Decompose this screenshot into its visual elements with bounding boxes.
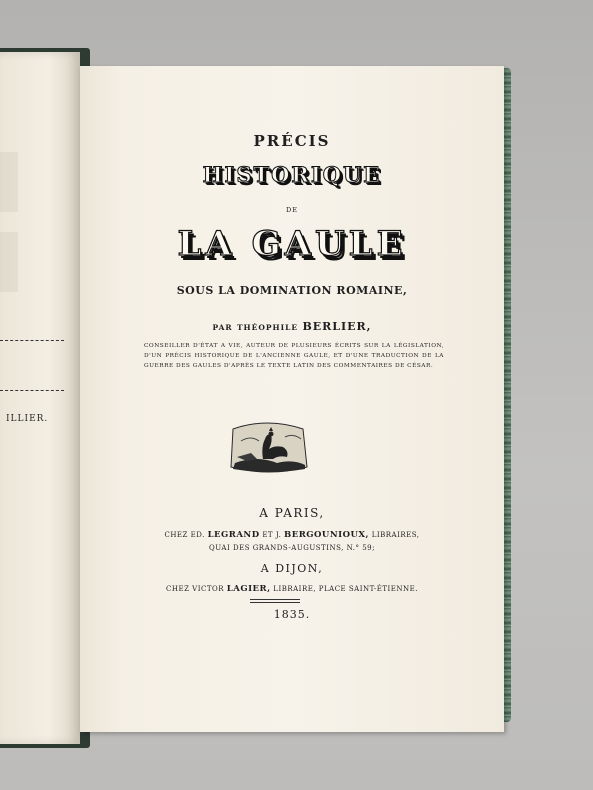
author-line [80, 320, 504, 333]
publisher-bergounioux: BERGOUNIOUX, [284, 530, 369, 540]
show-through-mark [0, 152, 18, 212]
publisher-text: CHEZ VICTOR [166, 585, 225, 593]
left-page-text: ILLIER. [6, 414, 49, 424]
left-page-rule [0, 340, 64, 341]
author-first-name: THÉOPHILE [236, 323, 299, 332]
title-de: DE [286, 206, 298, 214]
publisher-legrand: LEGRAND [207, 530, 260, 540]
publication-year: 1835. [273, 608, 311, 621]
subtitle: SOUS LA DOMINATION ROMAINE, [176, 284, 408, 297]
publisher-text: CHEZ ED. [164, 531, 205, 539]
publisher-lagier: LAGIER, [226, 584, 271, 594]
title-la-gaule: LA GAULE [177, 224, 407, 264]
author-prefix: PAR [212, 323, 233, 332]
imprint-paris: A PARIS, [259, 506, 325, 520]
title-historique: HISTORIQUE [202, 162, 382, 187]
publisher-text: LIBRAIRES, [371, 531, 420, 539]
left-page-rule [0, 390, 64, 391]
publisher-text: LIBRAIRE, PLACE SAINT-ÉTIENNE. [273, 585, 418, 593]
year-rule [250, 602, 300, 603]
author-description: CONSEILLER D'ÉTAT A VIE, AUTEUR DE PLUSIEURS ÉCRITS SUR LA LÉGISLATION, D'UN PRÉCIS HISTORIQUE DE L'ANCIENNE GAULE, ET D'UNE TRADUCTION DE LA GUERRE DES GAULES D'APRÈS LE TEXTE LATIN DES COMMENTAIRES DE CÉSAR. [144, 343, 444, 369]
imprint-dijon-publisher [80, 584, 504, 594]
title-page [80, 66, 504, 732]
author-last-name: BERLIER, [302, 320, 372, 333]
left-page [0, 52, 80, 744]
imprint-address-paris: QUAI DES GRANDS-AUGUSTINS, N.° 59; [209, 544, 375, 552]
year-rule [250, 599, 300, 600]
rooster-vignette-icon [227, 419, 309, 475]
show-through-mark [0, 232, 18, 292]
imprint-dijon: A DIJON, [260, 562, 324, 575]
imprint-publishers [80, 530, 504, 540]
title-precis: PRÉCIS [253, 132, 331, 150]
publisher-text: ET J. [262, 531, 282, 539]
